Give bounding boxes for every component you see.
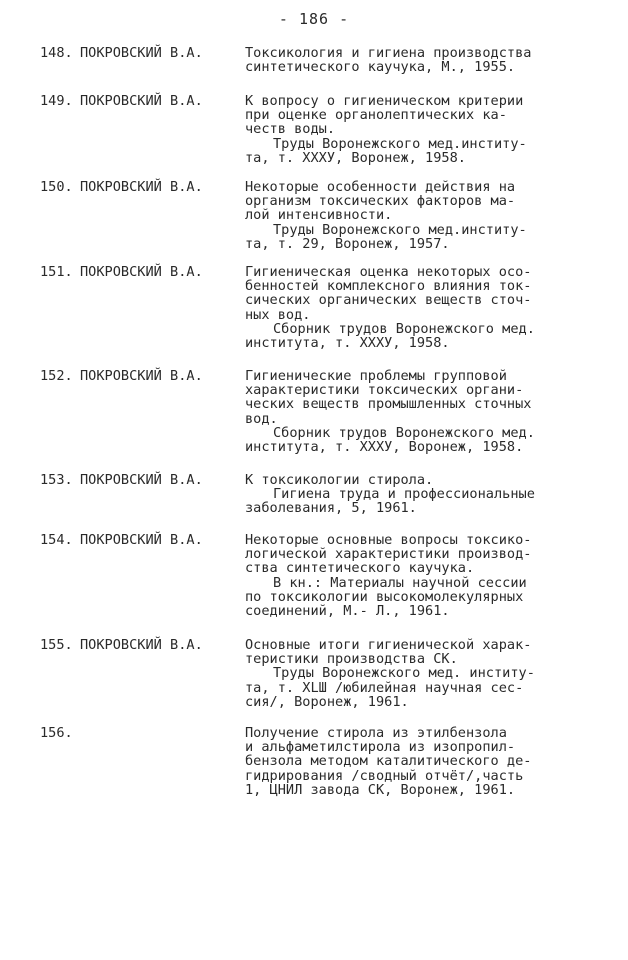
entry-line: Токсикология и гигиена производства	[245, 45, 532, 61]
entry-line: та, т. XXXУ, Воронеж, 1958.	[245, 149, 466, 166]
entry-number: 155.	[40, 637, 73, 653]
entry-number: 148.	[40, 45, 73, 61]
entry-line: Труды Воронежского мед. институ-	[273, 665, 535, 682]
entry-line: Гигиенические проблемы групповой	[245, 368, 507, 384]
entry-text	[245, 94, 600, 165]
entry-author: ПОКРОВСКИЙ В.А.	[80, 45, 203, 61]
entry-author: ПОКРОВСКИЙ В.А.	[80, 93, 203, 109]
entry-line: гидрирования /сводный отчёт/,часть	[245, 767, 524, 784]
entry-line: бензола методом каталитического де-	[245, 753, 532, 770]
entry-line: Труды Воронежского мед.институ-	[273, 221, 527, 238]
entry-line: Сборник трудов Воронежского мед.	[273, 424, 535, 441]
entry-line: по токсикологии высокомолекулярных	[245, 588, 524, 605]
entry-line: теристики производства СК.	[245, 651, 458, 668]
entry-line: В кн.: Материалы научной сессии	[273, 574, 527, 591]
entry-text	[245, 726, 600, 797]
entry-line: соединений, М.- Л., 1961.	[245, 603, 450, 620]
page-number: - 186 -	[278, 10, 350, 28]
entry-text	[245, 265, 600, 350]
entry-number: 150.	[40, 179, 73, 195]
entry-text	[245, 638, 600, 709]
entry-line: синтетического каучука, М., 1955.	[245, 59, 516, 76]
entry-line: ства синтетического каучука.	[245, 560, 475, 577]
entry-line: Сборник трудов Воронежского мед.	[273, 320, 535, 337]
entry-line: заболевания, 5, 1961.	[245, 500, 417, 517]
entry-line: та, т. XLШ /юбилейная научная сес-	[245, 679, 524, 696]
entry-text	[245, 46, 600, 74]
entry-line: сических органических веществ сточ-	[245, 292, 532, 309]
entry-line: характеристики токсических органи-	[245, 382, 524, 399]
entry-number: 151.	[40, 264, 73, 280]
entry-line: Некоторые основные вопросы токсико-	[245, 532, 532, 548]
entry-author: ПОКРОВСКИЙ В.А.	[80, 264, 203, 280]
entry-number: 149.	[40, 93, 73, 109]
entry-line: Гигиена труда и профессиональные	[273, 486, 535, 503]
entry-text	[245, 533, 600, 618]
entry-line: Некоторые особенности действия на	[245, 179, 516, 195]
entry-line: института, т. XXXУ, 1958.	[245, 335, 450, 352]
entry-number: 154.	[40, 532, 73, 548]
entry-line: института, т. XXXУ, Воронеж, 1958.	[245, 439, 524, 456]
entry-line: Гигиеническая оценка некоторых осо-	[245, 264, 532, 280]
entry-line: К токсикологии стирола.	[245, 472, 434, 488]
entry-text	[245, 369, 600, 454]
entry-line: Основные итоги гигиенической харак-	[245, 637, 532, 653]
entry-text	[245, 473, 600, 516]
entry-author: ПОКРОВСКИЙ В.А.	[80, 637, 203, 653]
entry-line: при оценке органолептических ка-	[245, 107, 507, 124]
entry-line: вод.	[245, 410, 278, 427]
entry-number: 156.	[40, 725, 73, 741]
entry-line: Труды Воронежского мед.институ-	[273, 135, 527, 152]
entry-line: К вопросу о гигиеническом критерии	[245, 93, 524, 109]
entry-line: сия/, Воронеж, 1961.	[245, 693, 409, 710]
entry-line: 1, ЦНИЛ завода СК, Воронеж, 1961.	[245, 781, 516, 798]
entry-author: ПОКРОВСКИЙ В.А.	[80, 179, 203, 195]
entry-author: ПОКРОВСКИЙ В.А.	[80, 532, 203, 548]
entry-number: 152.	[40, 368, 73, 384]
entry-author: ПОКРОВСКИЙ В.А.	[80, 472, 203, 488]
entry-text	[245, 180, 600, 251]
entry-line: логической характеристики производ-	[245, 546, 532, 563]
entry-line: организм токсических факторов ма-	[245, 193, 516, 210]
entry-line: и альфаметилстирола из изопропил-	[245, 739, 516, 756]
entry-line: бенностей комплексного влияния ток-	[245, 278, 532, 295]
entry-number: 153.	[40, 472, 73, 488]
entry-line: ных вод.	[245, 306, 311, 323]
entry-line: лой интенсивности.	[245, 207, 393, 224]
entry-line: та, т. 29, Воронеж, 1957.	[245, 235, 450, 252]
entry-line: Получение стирола из этилбензола	[245, 725, 507, 741]
entry-line: ческих веществ промышленных сточных	[245, 396, 532, 413]
entry-line: честв воды.	[245, 121, 336, 138]
entry-author: ПОКРОВСКИЙ В.А.	[80, 368, 203, 384]
